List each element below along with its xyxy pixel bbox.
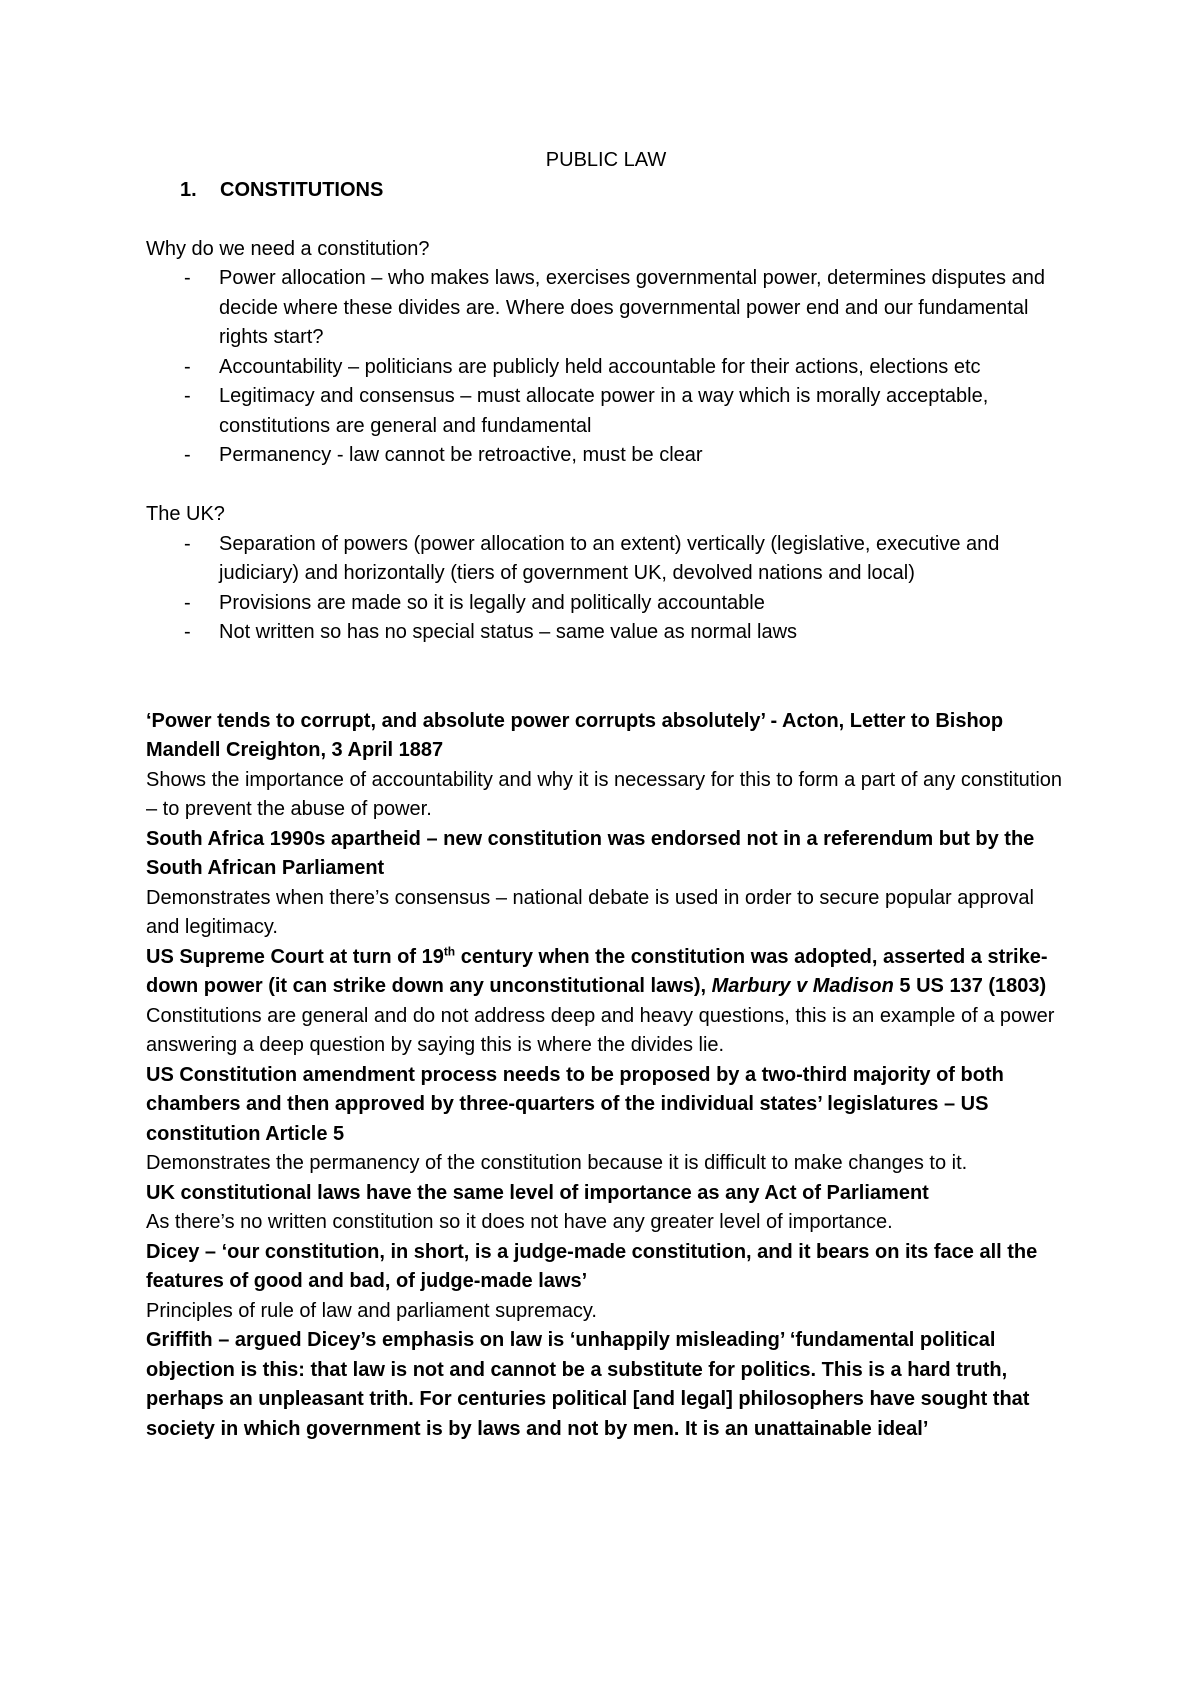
list-item: - Provisions are made so it is legally and politically accountable [146,589,1066,619]
list-item: - Separation of powers (power allocation to an extent) vertically (legislative, executive and judiciary) and horizontally (tiers of government UK, devolved nations and local) [146,530,1066,589]
list-item: - Permanency - law cannot be retroactive, must be clear [146,441,1066,471]
dicey-note: Principles of rule of law and parliament supremacy. [146,1299,597,1322]
us-supreme-court-case [146,943,1066,1002]
us-case-text-b: century when the constitution was adopted, asserted a strike-down power (it can strike down any unconstitutional laws), [146,945,1048,997]
uk-list [146,530,1066,648]
list-item: - Not written so has no special status – same value as normal laws [146,618,1066,648]
uk-constitutional-laws: UK constitutional laws have the same level of importance as any Act of Parliament [146,1181,929,1204]
list-item: - Legitimacy and consensus – must allocate power in a way which is morally acceptable, constitutions are general and fundamental [146,382,1066,441]
blank-line [146,648,1066,678]
us-case-text-c: 5 US 137 (1803) [893,975,1047,997]
section-heading [146,176,1066,206]
south-africa-case: South Africa 1990s apartheid – new constitution was endorsed not in a referendum but by the South African Parliament [146,827,1035,879]
blank-line [146,471,1066,501]
griffith-quote: Griffith – argued Dicey’s emphasis on law is ‘unhappily misleading’ ‘fundamental political objection is this: that law is not and cannot be a substitute for politics. This is a hard truth, perhaps an unpleasant trith. For centuries political [and legal] philosophers have sought that society in which government is by laws and not by men. It is an unattainable ideal’ [146,1329,1030,1440]
acton-note: Shows the importance of accountability and why it is necessary for this to form a part of any constitution – to prevent the abuse of power. [146,768,1063,820]
question-the-uk: The UK? [146,503,225,525]
acton-quote: ‘Power tends to corrupt, and absolute power corrupts absolutely’ - Acton, Letter to Bishop Mandell Creighton, 3 April 1887 [146,709,1004,761]
us-supreme-court-note: Constitutions are general and do not address deep and heavy questions, this is an example of a power answering a deep question by saying this is where the divides lie. [146,1004,1055,1056]
list-item: - Power allocation – who makes laws, exercises governmental power, determines disputes and decide where these divides are. Where does governmental power end and our fundamental rights start? [146,264,1066,353]
blank-line [146,677,1066,707]
dicey-quote: Dicey – ‘our constitution, in short, is a judge-made constitution, and it bears on its face all the features of good and bad, of judge-made laws’ [146,1240,1038,1292]
reasons-list [146,264,1066,471]
question-why-constitution: Why do we need a constitution? [146,237,430,260]
us-case-text-a: US Supreme Court at turn of 19 [146,945,444,968]
ordinal-superscript: th [443,943,456,958]
us-amendment-note: Demonstrates the permanency of the constitution because it is difficult to make changes to it. [146,1152,968,1174]
uk-constitutional-note: As there’s no written constitution so it does not have any greater level of importance. [146,1211,893,1233]
heading-number: 1. [180,178,197,201]
document-body [146,146,1066,1444]
south-africa-note: Demonstrates when there’s consensus – national debate is used in order to secure popular approval and legitimacy. [146,886,1034,938]
heading-text: CONSTITUTIONS [220,178,384,201]
case-name: Marbury v Madison [711,975,894,997]
list-item: - Accountability – politicians are publicly held accountable for their actions, elections etc [146,353,1066,383]
blank-line [146,205,1066,235]
document-title: PUBLIC LAW [545,149,667,171]
us-amendment-process: US Constitution amendment process needs to be proposed by a two-third majority of both chambers and then approved by three-quarters of the individual states’ legislatures – US constitution Article 5 [146,1063,1004,1145]
